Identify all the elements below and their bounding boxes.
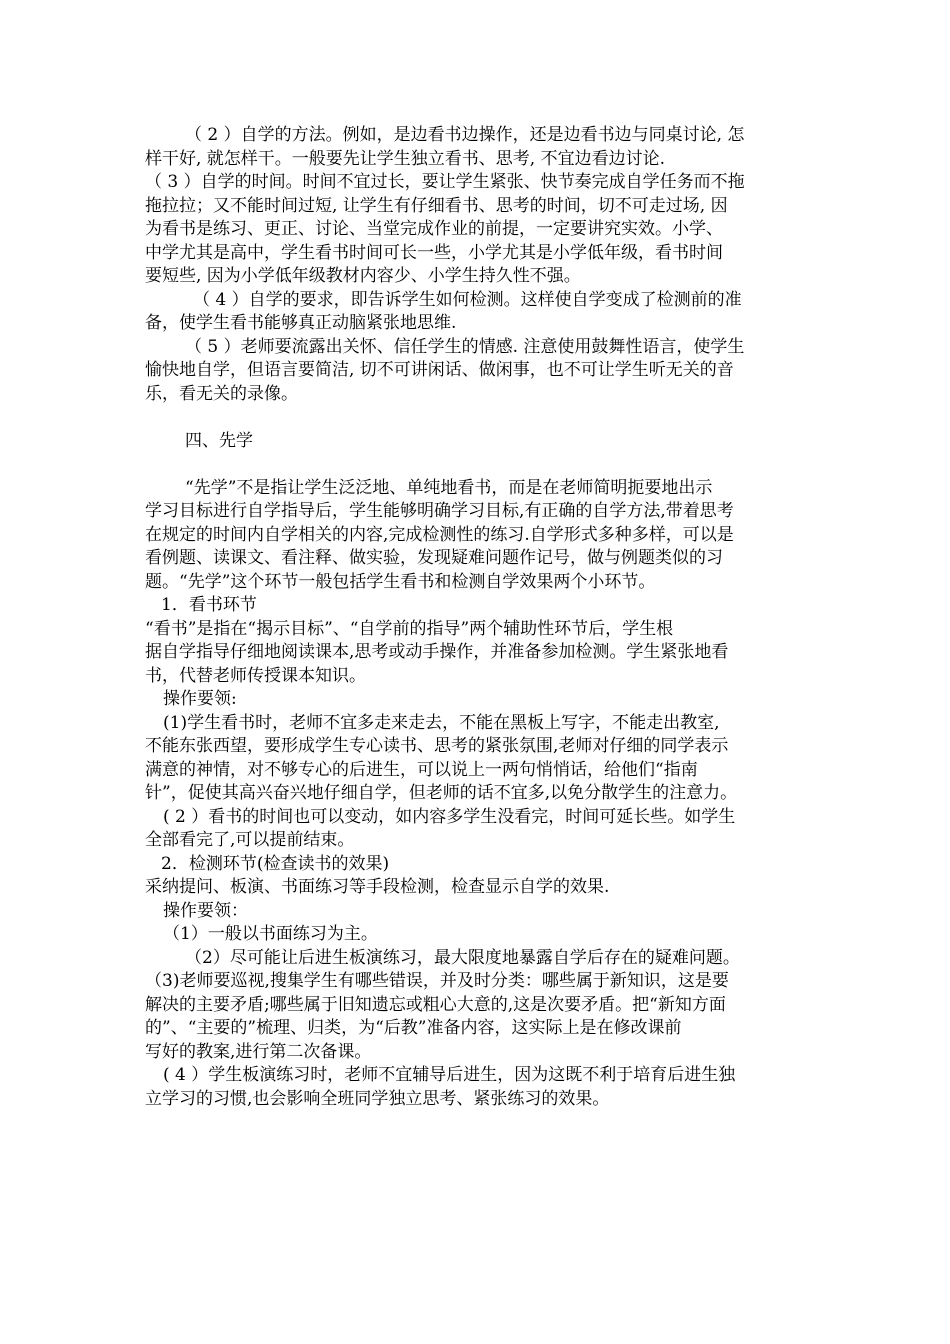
text-line: 拖拉拉；又不能时间过短, 让学生有仔细看书、思考的时间，切不可走过场, 因 bbox=[145, 195, 728, 216]
subsection-heading: 2．检测环节(检查读书的效果) bbox=[161, 853, 390, 874]
text-line: 采纳提问、板演、书面练习等手段检测，检查显示自学的效果. bbox=[145, 877, 610, 897]
text-line: 据自学指导仔细地阅读课本,思考或动手操作，并准备参加检测。学生紧张地看 bbox=[145, 642, 729, 662]
text-line: （ 2 ）自学的方法。例如，是边看书边操作，还是边看书边与同桌讨论, 怎 bbox=[185, 125, 745, 145]
text-line: （ 4 ）自学的要求，即告诉学生如何检测。这样使自学变成了检测前的准 bbox=[193, 289, 742, 310]
text-line: 要短些, 因为小学低年级教材内容少、小学生持久性不强。 bbox=[145, 266, 581, 286]
text-line: 在规定的时间内自学相关的内容,完成检测性的练习.自学形式多种多样，可以是 bbox=[145, 524, 734, 545]
text-line: （ 5 ）老师要流露出关怀、信任学生的情感. 注意使用鼓舞性语言，使学生 bbox=[185, 336, 745, 357]
text-line: 学习目标进行自学指导后，学生能够明确学习目标,有正确的自学方法,带着思考 bbox=[145, 501, 734, 521]
text-line: （ 3 ）自学的时间。时间不宜过长，要让学生紧张、快节奏完成自学任务而不拖 bbox=[145, 172, 745, 192]
text-line: 操作要领： bbox=[163, 900, 248, 921]
text-line: （2）尽可能让后进生板演练习，最大限度地暴露自学后存在的疑难问题。 bbox=[185, 947, 740, 968]
text-line: 满意的神情，对不够专心的后进生，可以说上一两句悄悄话，给他们“指南 bbox=[145, 759, 698, 780]
text-line: 乐，看无关的录像。 bbox=[145, 383, 298, 404]
text-line: （1）一般以书面练习为主。 bbox=[163, 924, 378, 944]
text-line: (1)学生看书时，老师不宜多走来走去，不能在黑板上写字，不能走出教室, bbox=[163, 712, 720, 733]
text-line: 全部看完了,可以提前结束。 bbox=[145, 830, 355, 850]
text-line: 中学尤其是高中，学生看书时间可长一些，小学尤其是小学低年级，看书时间 bbox=[145, 242, 723, 263]
text-line: ( 2 ）看书的时间也可以变动，如内容多学生没看完，时间可延长些。如学生 bbox=[163, 806, 736, 827]
text-line: 操作要领: bbox=[163, 689, 237, 709]
text-line: “先学”不是指让学生泛泛地、单纯地看书，而是在老师简明扼要地出示 bbox=[185, 477, 713, 498]
subsection-heading: 1．看书环节 bbox=[161, 595, 257, 615]
text-line: 书，代替老师传授课本知识。 bbox=[145, 665, 366, 686]
text-line: 不能东张西望，要形成学生专心读书、思考的紧张氛围,老师对仔细的同学表示 bbox=[145, 736, 729, 756]
text-line: 题。“先学”这个环节一般包括学生看书和检测自学效果两个小环节。 bbox=[145, 571, 656, 592]
section-heading: 四、先学 bbox=[185, 430, 253, 451]
text-line: ( 4 ）学生板演练习时，老师不宜辅导后进生，因为这既不利于培育后进生独 bbox=[163, 1065, 736, 1085]
text-line: 为看书是练习、更正、讨论、当堂完成作业的前提，一定要讲究实效。小学、 bbox=[145, 219, 723, 239]
paragraph-gap bbox=[145, 406, 813, 430]
text-line: 愉快地自学，但语言要简洁, 切不可讲闲话、做闲事，也不可让学生听无关的音 bbox=[145, 360, 734, 380]
document-page bbox=[145, 124, 813, 1111]
text-line: 看例题、读课文、看注释、做实验，发现疑难问题作记号，做与例题类似的习 bbox=[145, 548, 723, 568]
text-line: 解决的主要矛盾;哪些属于旧知遗忘或粗心大意的,这是次要矛盾。把“新知方面 bbox=[145, 994, 726, 1015]
text-line: 备，使学生看书能够真正动脑紧张地思维. bbox=[145, 313, 457, 333]
text-line: “看书”是指在“揭示目标”、“自学前的指导”两个辅助性环节后，学生根 bbox=[145, 618, 674, 639]
paragraph-gap bbox=[145, 453, 813, 477]
text-line: 写好的教案,进行第二次备课。 bbox=[145, 1041, 372, 1062]
text-line: 针”，促使其高兴奋兴地仔细自学，但老师的话不宜多,以免分散学生的注意力。 bbox=[145, 783, 738, 803]
text-line: （3)老师要巡视,搜集学生有哪些错误，并及时分类：哪些属于新知识，这是要 bbox=[145, 971, 729, 991]
text-line: 立学习的习惯,也会影响全班同学独立思考、紧张练习的效果。 bbox=[145, 1088, 610, 1109]
text-line: 的”、“主要的”梳理、归类，为“后教”准备内容，这实际上是在修改课前 bbox=[145, 1018, 682, 1038]
text-line: 样干好, 就怎样干。一般要先让学生独立看书、思考, 不宜边看边讨论. bbox=[145, 148, 666, 169]
